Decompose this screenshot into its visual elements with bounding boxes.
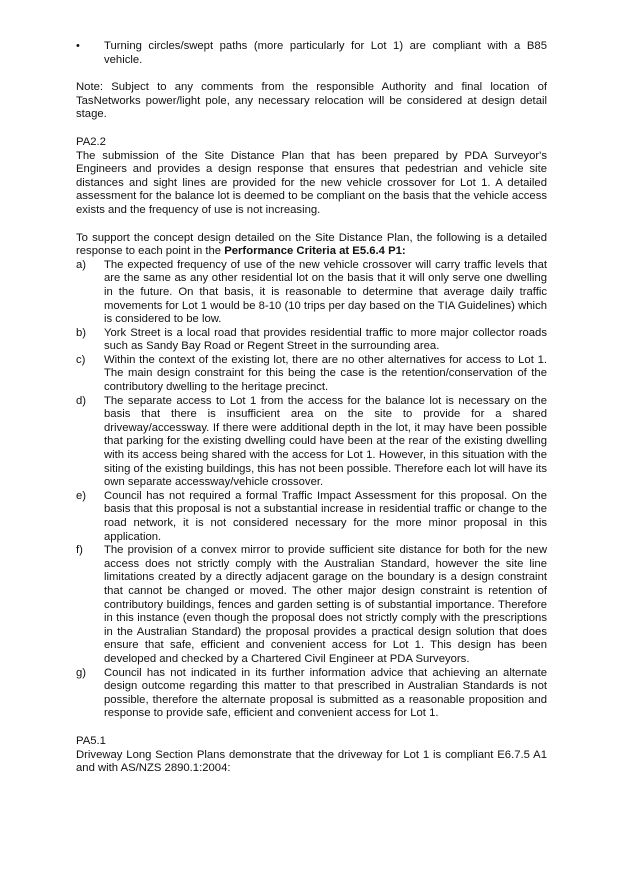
bullet-item	[76, 40, 547, 67]
bullet-text: Turning circles/swept paths (more particularly for Lot 1) are compliant with a B85 vehicle.	[104, 40, 547, 66]
criteria-text: Within the context of the existing lot, there are no other alternatives for access to Lot 1. The main design constraint for this being the case is the retention/conservation of the contributory dwelling to the heritage precinct.	[104, 353, 547, 394]
criteria-text: The separate access to Lot 1 from the access for the balance lot is necessary on the basis that there is insufficient area on the site to provide for a shared driveway/accessway. If there were additional depth in the lot, it may have been possible that parking for the existing dwelling could have been at the rear of the existing dwelling with its access being shared with the access for Lot 1. However, in this situation with the siting of the existing buildings, this has not been possible. Therefore each lot will have its own separate accessway/vehicle crossover.	[104, 394, 547, 489]
criteria-item-a	[76, 259, 547, 327]
criteria-text: The provision of a convex mirror to provide sufficient site distance for both for the new access does not strictly comply with the Australian Standard, however the site line limitations created by a directly adjacent garage on the boundary is a design constraint that cannot be changed or moved. The other major design constraint is retention of contributory buildings, fences and garden setting is of substantial importance. Therefore in this instance (even though the proposal does not strictly comply with the prescriptions in the Australian Standard) the proposal provides a practical design solution that does ensure that safe, efficient and convenient access for Lot 1. This design has been developed and checked by a Chartered Civil Engineer at PDA Surveyors.	[104, 544, 547, 665]
criteria-item-f	[76, 544, 547, 666]
support-intro-text: To support the concept design detailed on the Site Distance Plan, the following is a detailed response to each point in the	[76, 231, 547, 258]
criteria-label: e)	[76, 489, 87, 502]
criteria-text: Council has not required a formal Traffic Impact Assessment for this proposal. On the basis that this proposal is not a substantial increase in residential traffic or change to the road network, it is not considered necessary for the more minor proposal in this application.	[104, 489, 547, 543]
criteria-text: York Street is a local road that provides residential traffic to more major collector roads such as Sandy Bay Road or Regent Street in the surrounding area.	[104, 326, 547, 353]
criteria-label: c)	[76, 353, 86, 366]
performance-criteria-ref: Performance Criteria at E5.6.4 P1	[224, 245, 402, 258]
criteria-item-d	[76, 395, 547, 490]
document-body	[76, 40, 547, 790]
note-paragraph: Note: Subject to any comments from the responsible Authority and final location of TasNetworks power/light pole, any necessary relocation will be considered at design detail stage.	[76, 81, 547, 121]
criteria-item-c	[76, 354, 547, 395]
pa51-paragraph: Driveway Long Section Plans demonstrate that the driveway for Lot 1 is compliant E6.7.5 A1 and with AS/NZS 2890.1:2004:	[76, 748, 547, 775]
criteria-label: g)	[76, 666, 87, 679]
section-heading-pa22: PA2.2	[76, 135, 106, 148]
criteria-text: The expected frequency of use of the new vehicle crossover will carry traffic levels that are the same as any other residential lot on the basis that it will only serve one dwelling in the future. On that basis, it is reasonable to determine that average daily traffic movements for Lot 1 would be 8-10 (10 trips per day based on the TIA Guidelines) which is considered to be low.	[104, 258, 547, 326]
criteria-item-e	[76, 490, 547, 544]
criteria-label: d)	[76, 394, 87, 407]
pa22-paragraph: The submission of the Site Distance Plan that has been prepared by PDA Surveyor's Engineers and provides a design response that ensures that pedestrian and vehicle site distances and sight lines are provided for the new vehicle crossover for Lot 1. A detailed assessment for the balance lot is deemed to be compliant on the basis that the vehicle access exists and the frequency of use is not increasing.	[76, 149, 547, 216]
support-intro-colon: :	[401, 245, 406, 258]
criteria-item-b	[76, 327, 547, 354]
criteria-label: b)	[76, 326, 87, 339]
support-intro	[76, 232, 547, 259]
bullet-icon: •	[76, 40, 80, 52]
criteria-item-g	[76, 667, 547, 721]
section-heading-pa51: PA5.1	[76, 734, 106, 747]
criteria-label: f)	[76, 544, 83, 557]
criteria-label: a)	[76, 258, 87, 271]
criteria-text: Council has not indicated in its further information advice that achieving an alternate design outcome regarding this matter to that prescribed in Australian Standards is not possible, therefore the alternate proposal is submitted as a reasonable proposition and response to provide safe, efficient and convenient access for Lot 1.	[104, 666, 547, 720]
